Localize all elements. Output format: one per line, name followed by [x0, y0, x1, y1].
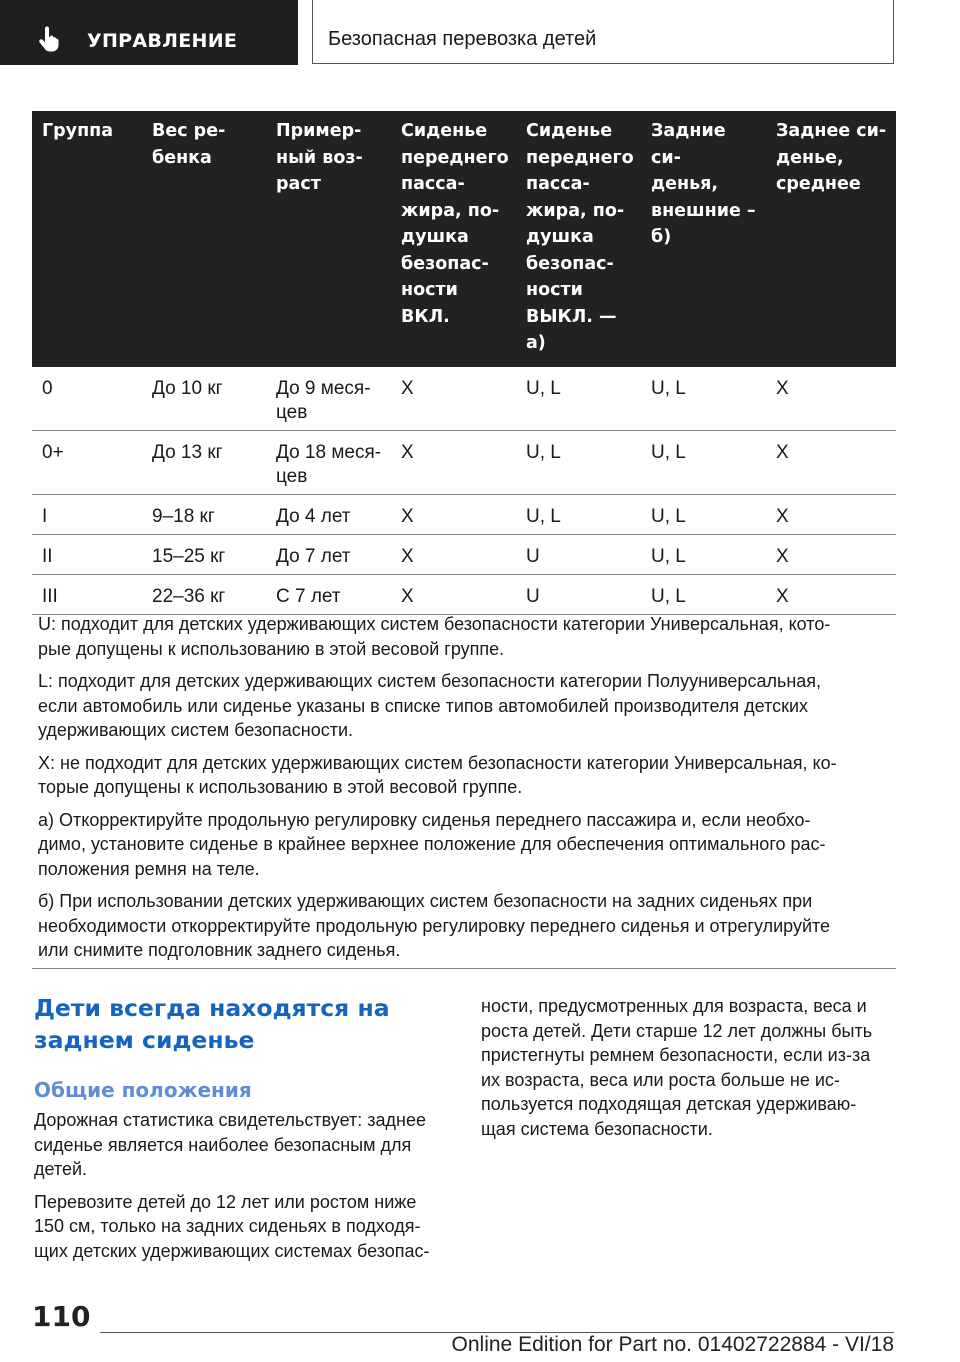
cell-group: 0 — [32, 367, 142, 431]
cell-group: II — [32, 535, 142, 575]
cell-front-off: U — [516, 535, 641, 575]
table-row — [32, 535, 896, 575]
article-left-column — [34, 992, 454, 1271]
footer-edition: Online Edition for Part no. 01402722884 - VI/18 — [451, 1333, 894, 1356]
cell-rear-middle: X — [766, 535, 896, 575]
chapter-title: Безопасная перевозка детей — [328, 28, 597, 50]
cell-front-on: X — [391, 535, 516, 575]
article-heading: Дети всегда находятся на заднем сиденье — [34, 994, 390, 1054]
cell-rear-middle: X — [766, 431, 896, 495]
cell-weight: До 13 кг — [142, 431, 266, 495]
hand-pointer-icon — [38, 26, 62, 52]
cell-age: С 7 лет — [266, 575, 391, 615]
note-semi-universal: L: подходит для детских удерживающих систем безопасности категории Полууниверсальная, если автомобиль или сиденье указаны в списке типов автомобилей производителя детских удерживающих систем безопасности. — [38, 671, 822, 740]
header-group: Группа — [32, 111, 142, 367]
cell-front-off: U — [516, 575, 641, 615]
cell-rear-outer: U, L — [641, 495, 766, 535]
note-not-suitable: X: не подходит для детских удерживающих систем безопасности категории Универсальная, ко- торые допущены к использованию в этой весовой группе. — [38, 752, 837, 797]
cell-age: До 9 меся- цев — [266, 367, 391, 431]
header-front-airbag-on: Сиденье переднего пасса- жира, по- душка безопас- ности ВКЛ. — [391, 111, 516, 367]
cell-rear-outer: U, L — [641, 535, 766, 575]
note-front-seat-adjust: а) Откорректируйте продольную регулировку сиденья переднего пассажира и, если необхо- димо, установите сиденье в крайнее верхнее положение для обеспечения оптимального рас- положения ремня на теле. — [38, 809, 826, 879]
cell-front-on: X — [391, 367, 516, 431]
cell-group: I — [32, 495, 142, 535]
header-weight: Вес ре- бенка — [142, 111, 266, 367]
cell-rear-middle: X — [766, 495, 896, 535]
cell-age: До 7 лет — [266, 535, 391, 575]
article-right-column — [481, 994, 901, 1149]
table-row — [32, 431, 896, 495]
table-row — [32, 575, 896, 615]
child-seat-table — [32, 111, 896, 615]
cell-weight: До 10 кг — [142, 367, 266, 431]
header-rear-outer: Задние си- денья, внешние – б) — [641, 111, 766, 367]
table-header-row — [32, 111, 896, 367]
header-rear-middle: Заднее си- денье, среднее — [766, 111, 896, 367]
header-age: Пример- ный воз- раст — [266, 111, 391, 367]
cell-rear-outer: U, L — [641, 575, 766, 615]
notes-divider — [32, 968, 896, 969]
cell-front-on: X — [391, 575, 516, 615]
cell-weight: 9–18 кг — [142, 495, 266, 535]
cell-age: До 18 меся- цев — [266, 431, 391, 495]
cell-front-on: X — [391, 431, 516, 495]
note-rear-seat-adjust: б) При использовании детских удерживающих систем безопасности на задних сиденьях при необходимости откорректируйте продольную регулировку переднего сиденья и отрегулируйте или снимите подголовник заднего сиденья. — [38, 891, 831, 960]
cell-rear-outer: U, L — [641, 367, 766, 431]
cell-group: III — [32, 575, 142, 615]
chapter-title-box — [312, 0, 894, 64]
note-universal: U: подходит для детских удерживающих систем безопасности категории Универсальная, кото- рые допущены к использованию в этой весовой группе. — [38, 614, 831, 659]
table-row — [32, 367, 896, 431]
header-front-airbag-off: Сиденье переднего пасса- жира, по- душка безопас- ности ВЫКЛ. — а) — [516, 111, 641, 367]
cell-front-off: U, L — [516, 495, 641, 535]
cell-front-off: U, L — [516, 431, 641, 495]
cell-age: До 4 лет — [266, 495, 391, 535]
cell-group: 0+ — [32, 431, 142, 495]
cell-front-off: U, L — [516, 367, 641, 431]
cell-rear-middle: X — [766, 575, 896, 615]
cell-rear-outer: U, L — [641, 431, 766, 495]
article-paragraph: Дорожная статистика свидетельствует: заднее сиденье является наиболее безопасным для детей. — [34, 1110, 426, 1179]
cell-weight: 22–36 кг — [142, 575, 266, 615]
table-row — [32, 495, 896, 535]
cell-weight: 15–25 кг — [142, 535, 266, 575]
cell-front-on: X — [391, 495, 516, 535]
section-header-bar — [0, 0, 298, 65]
article-paragraph: Перевозите детей до 12 лет или ростом ниже 150 см, только на задних сиденьях в подходя- щих детских удерживающих системах безопас- — [34, 1191, 430, 1261]
article-paragraph-continued: ности, предусмотренных для возраста, веса и роста детей. Дети старше 12 лет должны быть пристегнуты ремнем безопасности, если из-за их возраста, веса или роста больше не ис- пользуется подходящая детская удерживаю- щая система безопасности. — [481, 996, 873, 1139]
article-subheading: Общие положения — [34, 1078, 252, 1102]
section-label: УПРАВЛЕНИЕ — [87, 30, 238, 52]
table-notes — [38, 612, 890, 971]
page-number: 110 — [32, 1300, 91, 1333]
cell-rear-middle: X — [766, 367, 896, 431]
